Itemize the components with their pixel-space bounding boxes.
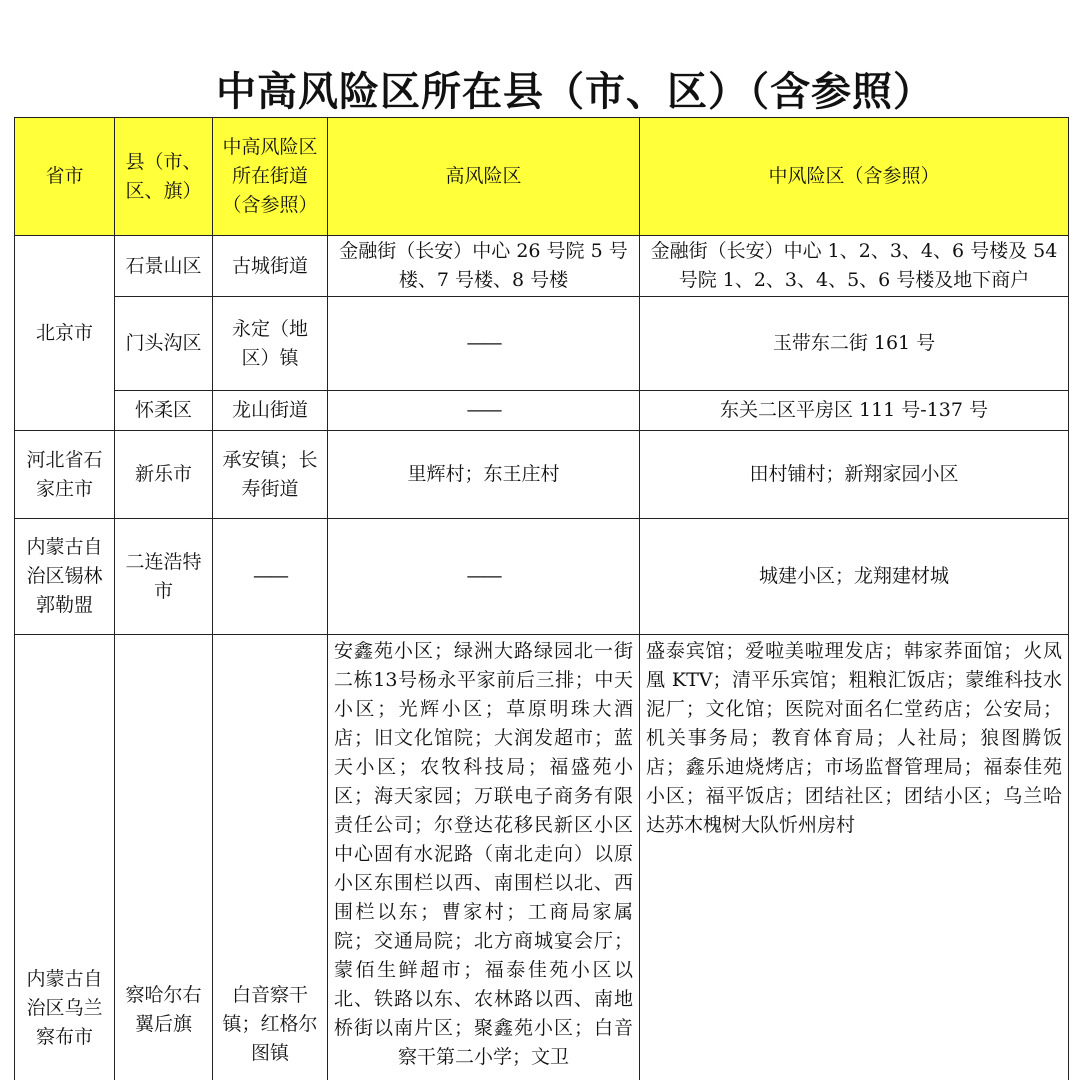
- header-high-risk: 高风险区: [328, 118, 640, 236]
- cell-county: 新乐市: [115, 431, 213, 519]
- cell-high-risk: ——: [328, 391, 640, 431]
- cell-county: 怀柔区: [115, 391, 213, 431]
- cell-county: 二连浩特市: [115, 519, 213, 635]
- cell-province: 内蒙古自治区锡林郭勒盟: [15, 519, 115, 635]
- cell-high-risk: 安鑫苑小区；绿洲大路绿园北一街二栋13号杨永平家前后三排；中天小区；光辉小区；草原明珠大酒店；旧文化馆院；大润发超市；蓝天小区；农牧科技局；福盛苑小区；海天家园；万联电子商务有限责任公司；尔登达花移民新区小区中心固有水泥路（南北走向）以原小区东围栏以西、南围栏以北、西围栏以东；曹家村；工商局家属院；交通局院；北方商城宴会厅；蒙佰生鲜超市；福泰佳苑小区以北、铁路以东、农林路以西、南地桥街以南片区；聚鑫苑小区；白音察干第二小学；文卫: [328, 635, 640, 1080]
- cell-street: 承安镇；长寿街道: [213, 431, 328, 519]
- table-header-row: [15, 118, 1069, 236]
- cell-province: 内蒙古自治区乌兰察布市: [15, 635, 115, 1080]
- cell-street: 古城街道: [213, 236, 328, 297]
- cell-county: 察哈尔右翼后旗: [115, 635, 213, 1080]
- table-row: [15, 391, 1069, 431]
- header-province: 省市: [15, 118, 115, 236]
- cell-street: ——: [213, 519, 328, 635]
- cell-medium-risk: 玉带东二街 161 号: [640, 297, 1069, 391]
- header-county: 县（市、区、旗）: [115, 118, 213, 236]
- cell-medium-risk: 城建小区；龙翔建材城: [640, 519, 1069, 635]
- cell-high-risk: 里辉村；东王庄村: [328, 431, 640, 519]
- header-medium-risk: 中风险区（含参照）: [640, 118, 1069, 236]
- table-row: [15, 519, 1069, 635]
- table-row: [15, 431, 1069, 519]
- cell-medium-risk: 田村铺村；新翔家园小区: [640, 431, 1069, 519]
- table-row: [15, 236, 1069, 297]
- table-row: [15, 635, 1069, 1080]
- risk-area-table: [14, 117, 1069, 1080]
- cell-street: 永定（地区）镇: [213, 297, 328, 391]
- cell-province: 北京市: [15, 236, 115, 431]
- cell-high-risk: ——: [328, 297, 640, 391]
- cell-high-risk: ——: [328, 519, 640, 635]
- cell-high-risk: 金融街（长安）中心 26 号院 5 号楼、7 号楼、8 号楼: [328, 236, 640, 297]
- header-street: 中高风险区所在街道（含参照）: [213, 118, 328, 236]
- cell-medium-risk: 盛泰宾馆；爱啦美啦理发店；韩家荞面馆；火凤凰 KTV；清平乐宾馆；粗粮汇饭店；蒙维科技水泥厂；文化馆；医院对面名仁堂药店；公安局；机关事务局；教育体育局；人社局；狼图腾饭店；鑫乐迪烧烤店；市场监督管理局；福泰佳苑小区；福平饭店；团结社区；团结小区；乌兰哈达苏木槐树大队忻州房村: [640, 635, 1069, 1080]
- cell-county: 石景山区: [115, 236, 213, 297]
- table-row: [15, 297, 1069, 391]
- cell-street: 龙山街道: [213, 391, 328, 431]
- document-title: 中高风险区所在县（市、区）（含参照）: [216, 69, 934, 115]
- cell-medium-risk: 东关二区平房区 111 号-137 号: [640, 391, 1069, 431]
- cell-medium-risk: 金融街（长安）中心 1、2、3、4、6 号楼及 54 号院 1、2、3、4、5、6 号楼及地下商户: [640, 236, 1069, 297]
- cell-street: 白音察干镇；红格尔图镇: [213, 635, 328, 1080]
- cell-province: 河北省石家庄市: [15, 431, 115, 519]
- cell-county: 门头沟区: [115, 297, 213, 391]
